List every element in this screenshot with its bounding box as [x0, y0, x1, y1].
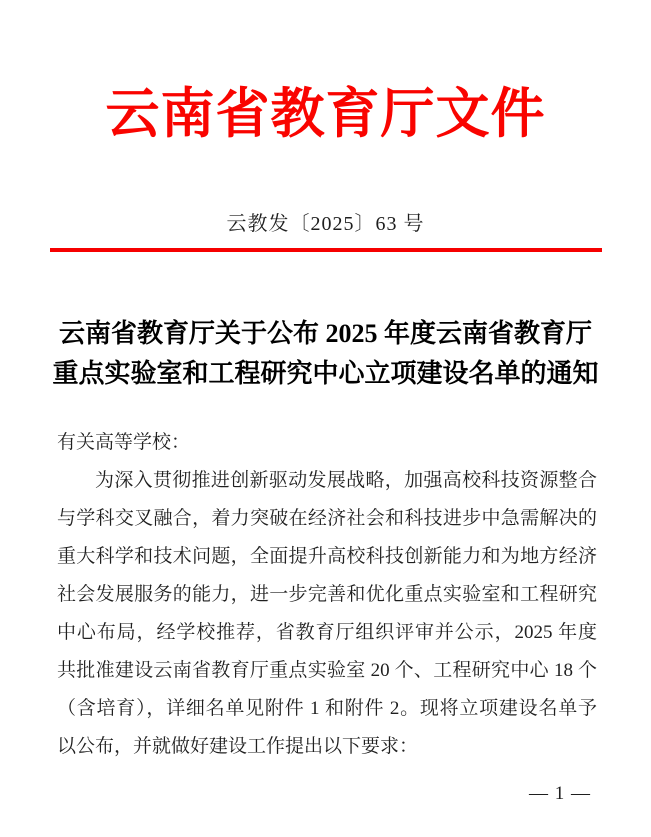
agency-letterhead-title: 云南省教育厅文件: [105, 84, 546, 144]
red-divider-line: [50, 248, 602, 252]
document-title-line-1: 云南省教育厅关于公布 2025 年度云南省教育厅: [58, 319, 592, 348]
body-line: 为深入贯彻推进创新驱动发展战略，加强高校科技资源整合: [95, 470, 597, 491]
body-line: 共批准建设云南省教育厅重点实验室 20 个、工程研究中心 18 个: [57, 660, 597, 681]
document-title-line-2: 重点实验室和工程研究中心立项建设名单的通知: [52, 359, 599, 388]
document-reference-number: 云教发〔2025〕63 号: [226, 213, 425, 235]
body-line: 以公布，并就做好建设工作提出以下要求：: [57, 736, 419, 757]
document-body: [57, 424, 597, 766]
body-line: 社会发展服务的能力，进一步完善和优化重点实验室和工程研究: [57, 584, 597, 605]
salutation: 有关高等学校：: [57, 432, 191, 453]
body-line: 与学科交叉融合，着力突破在经济社会和科技进步中急需解决的: [57, 508, 597, 529]
body-line: （含培育），详细名单见附件 1 和附件 2。现将立项建设名单予: [57, 698, 597, 719]
document-title: [0, 314, 651, 394]
body-line: 中心布局，经学校推荐，省教育厅组织评审并公示，2025 年度: [57, 622, 597, 643]
page-number: — 1 —: [529, 783, 591, 804]
body-line: 重大科学和技术问题，全面提升高校科技创新能力和为地方经济: [57, 546, 597, 567]
